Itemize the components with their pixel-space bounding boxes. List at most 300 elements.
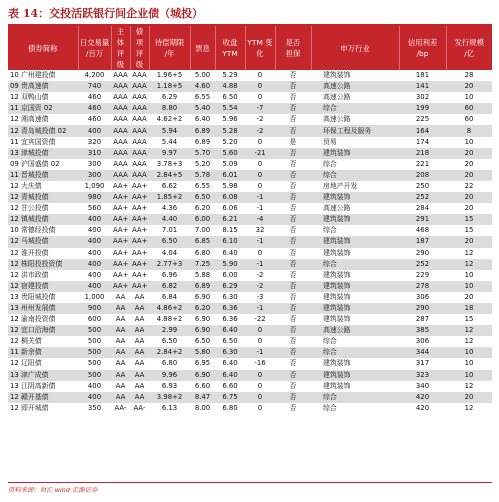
cell-coupon: 5.40 bbox=[190, 103, 215, 114]
cell-guarantee: 否 bbox=[275, 303, 311, 314]
cell-guarantee: 否 bbox=[275, 81, 311, 92]
cell-remaining-term: 4.86+2 bbox=[149, 303, 190, 314]
cell-credit-spread: 317 bbox=[399, 358, 446, 369]
cell-ytm-change: -7 bbox=[245, 103, 275, 114]
cell-ytm-change: -1 bbox=[245, 303, 275, 314]
cell-closing-ytm: 6.75 bbox=[215, 392, 245, 403]
cell-ytm-change: -1 bbox=[245, 203, 275, 214]
table-row bbox=[8, 81, 492, 92]
cell-bond-rating: AAA bbox=[130, 92, 149, 103]
cell-closing-ytm: 6.40 bbox=[215, 325, 245, 336]
cell-bond-rating: AAA bbox=[130, 125, 149, 136]
cell-ytm-change: -1 bbox=[245, 259, 275, 270]
cell-issuer-rating: AA+ bbox=[111, 192, 130, 203]
cell-closing-ytm: 6.10 bbox=[215, 236, 245, 247]
cell-coupon: 6.85 bbox=[190, 236, 215, 247]
cell-daily-volume: 400 bbox=[78, 225, 111, 236]
cell-coupon: 5.88 bbox=[190, 270, 215, 281]
cell-guarantee: 否 bbox=[275, 381, 311, 392]
cell-issuer-rating: AA+ bbox=[111, 225, 130, 236]
table-row bbox=[8, 92, 492, 103]
column-header: 债券简称 bbox=[8, 26, 78, 70]
cell-coupon: 6.55 bbox=[190, 181, 215, 192]
cell-ytm-change: 0 bbox=[245, 392, 275, 403]
cell-guarantee: 否 bbox=[275, 114, 311, 125]
cell-bond-name: 13 江阴高新债 bbox=[8, 381, 78, 392]
column-header: 是否 担保 bbox=[275, 26, 311, 70]
cell-bond-name: 12 洪市政债 bbox=[8, 270, 78, 281]
table-row bbox=[8, 336, 492, 347]
cell-closing-ytm: 6.60 bbox=[215, 381, 245, 392]
cell-ytm-change: 0 bbox=[245, 81, 275, 92]
cell-issue-size: 20 bbox=[446, 81, 492, 92]
cell-bond-rating: AAA bbox=[130, 170, 149, 181]
cell-bond-rating: AAA bbox=[130, 148, 149, 159]
column-header: 申万行业 bbox=[311, 26, 399, 70]
cell-guarantee: 否 bbox=[275, 347, 311, 358]
cell-credit-spread: 468 bbox=[399, 225, 446, 236]
cell-guarantee: 否 bbox=[275, 236, 311, 247]
cell-issuer-rating: AA+ bbox=[111, 259, 130, 270]
cell-coupon: 6.55 bbox=[190, 92, 215, 103]
cell-daily-volume: 500 bbox=[78, 358, 111, 369]
cell-daily-volume: 500 bbox=[78, 336, 111, 347]
cell-bond-name: 11 宜宾国资债 bbox=[8, 137, 78, 148]
cell-remaining-term: 6.62 bbox=[149, 181, 190, 192]
cell-daily-volume: 500 bbox=[78, 325, 111, 336]
table-row bbox=[8, 159, 492, 170]
cell-ytm-change: 32 bbox=[245, 225, 275, 236]
cell-guarantee: 否 bbox=[275, 325, 311, 336]
cell-bond-rating: AAA bbox=[130, 137, 149, 148]
cell-closing-ytm: 4.88 bbox=[215, 81, 245, 92]
cell-guarantee: 否 bbox=[275, 292, 311, 303]
cell-remaining-term: 5.44 bbox=[149, 137, 190, 148]
cell-issue-size: 10 bbox=[446, 92, 492, 103]
cell-bond-name: 12 青城投债 bbox=[8, 192, 78, 203]
cell-coupon: 6.20 bbox=[190, 203, 215, 214]
cell-daily-volume: 600 bbox=[78, 314, 111, 325]
cell-bond-rating: AA bbox=[130, 292, 149, 303]
cell-bond-name: 12 株阳投投资债 bbox=[8, 259, 78, 270]
cell-ytm-change: 0 bbox=[245, 92, 275, 103]
cell-bond-rating: AA+ bbox=[130, 192, 149, 203]
cell-credit-spread: 340 bbox=[399, 381, 446, 392]
cell-bond-name: 13 州州发展债 bbox=[8, 303, 78, 314]
cell-ytm-change: -22 bbox=[245, 314, 275, 325]
cell-ytm-change: 0 bbox=[245, 325, 275, 336]
cell-issue-size: 10 bbox=[446, 281, 492, 292]
cell-industry: 建筑装饰 bbox=[311, 148, 399, 159]
cell-issue-size: 12 bbox=[446, 325, 492, 336]
cell-guarantee: 否 bbox=[275, 281, 311, 292]
cell-bond-rating: AA bbox=[130, 358, 149, 369]
cell-ytm-change: -2 bbox=[245, 125, 275, 136]
cell-remaining-term: 9.97 bbox=[149, 148, 190, 159]
cell-ytm-change: 0 bbox=[245, 70, 275, 81]
table-header-row bbox=[8, 26, 492, 70]
cell-credit-spread: 290 bbox=[399, 303, 446, 314]
cell-remaining-term: 6.84 bbox=[149, 292, 190, 303]
cell-bond-name: 12 青岛城投债 02 bbox=[8, 125, 78, 136]
cell-credit-spread: 284 bbox=[399, 203, 446, 214]
table-row bbox=[8, 259, 492, 270]
cell-issuer-rating: AAA bbox=[111, 92, 130, 103]
cell-industry: 高速公路 bbox=[311, 325, 399, 336]
cell-industry: 综合 bbox=[311, 159, 399, 170]
cell-guarantee: 否 bbox=[275, 103, 311, 114]
cell-credit-spread: 208 bbox=[399, 170, 446, 181]
table-row bbox=[8, 137, 492, 148]
cell-issue-size: 60 bbox=[446, 114, 492, 125]
source-note: 资料来源：财汇 wind 宏源证券 bbox=[8, 486, 98, 494]
cell-closing-ytm: 6.00 bbox=[215, 270, 245, 281]
cell-guarantee: 否 bbox=[275, 159, 311, 170]
cell-industry: 环保工程及服务 bbox=[311, 125, 399, 136]
cell-closing-ytm: 6.21 bbox=[215, 214, 245, 225]
cell-guarantee: 否 bbox=[275, 336, 311, 347]
cell-ytm-change: -1 bbox=[245, 192, 275, 203]
cell-industry: 贸易 bbox=[311, 137, 399, 148]
cell-bond-rating: AA bbox=[130, 392, 149, 403]
cell-remaining-term: 6.82 bbox=[149, 281, 190, 292]
cell-bond-rating: AA+ bbox=[130, 214, 149, 225]
cell-industry: 建筑装饰 bbox=[311, 70, 399, 81]
cell-guarantee: 是 bbox=[275, 137, 311, 148]
cell-daily-volume: 460 bbox=[78, 92, 111, 103]
cell-bond-rating: AA+ bbox=[130, 259, 149, 270]
cell-closing-ytm: 6.40 bbox=[215, 358, 245, 369]
cell-daily-volume: 400 bbox=[78, 214, 111, 225]
cell-closing-ytm: 5.28 bbox=[215, 125, 245, 136]
cell-daily-volume: 460 bbox=[78, 114, 111, 125]
column-header: YTM 变 化 bbox=[245, 26, 275, 70]
cell-bond-name: 12 宿建投债 bbox=[8, 281, 78, 292]
cell-remaining-term: 5.94 bbox=[149, 125, 190, 136]
cell-credit-spread: 229 bbox=[399, 270, 446, 281]
cell-industry: 建筑装饰 bbox=[311, 314, 399, 325]
cell-issuer-rating: AA- bbox=[111, 403, 130, 414]
cell-coupon: 6.00 bbox=[190, 214, 215, 225]
cell-remaining-term: 6.13 bbox=[149, 403, 190, 414]
cell-bond-name: 10 常德经投债 bbox=[8, 225, 78, 236]
cell-coupon: 6.90 bbox=[190, 325, 215, 336]
cell-ytm-change: 0 bbox=[245, 381, 275, 392]
cell-industry: 高速公路 bbox=[311, 81, 399, 92]
cell-issuer-rating: AA+ bbox=[111, 214, 130, 225]
cell-issue-size: 12 bbox=[446, 381, 492, 392]
cell-coupon: 6.50 bbox=[190, 336, 215, 347]
cell-bond-rating: AA bbox=[130, 303, 149, 314]
cell-ytm-change: 0 bbox=[245, 137, 275, 148]
table-row bbox=[8, 403, 492, 414]
cell-daily-volume: 320 bbox=[78, 137, 111, 148]
cell-issuer-rating: AA bbox=[111, 303, 130, 314]
cell-daily-volume: 1,090 bbox=[78, 181, 111, 192]
cell-guarantee: 否 bbox=[275, 92, 311, 103]
cell-issuer-rating: AA bbox=[111, 392, 130, 403]
cell-closing-ytm: 6.50 bbox=[215, 92, 245, 103]
cell-guarantee: 否 bbox=[275, 170, 311, 181]
cell-issue-size: 15 bbox=[446, 225, 492, 236]
cell-closing-ytm: 6.01 bbox=[215, 170, 245, 181]
cell-ytm-change: -1 bbox=[245, 236, 275, 247]
cell-daily-volume: 400 bbox=[78, 392, 111, 403]
cell-credit-spread: 278 bbox=[399, 281, 446, 292]
cell-issue-size: 22 bbox=[446, 181, 492, 192]
table-row bbox=[8, 325, 492, 336]
cell-daily-volume: 980 bbox=[78, 192, 111, 203]
table-row bbox=[8, 381, 492, 392]
cell-guarantee: 否 bbox=[275, 125, 311, 136]
table-row bbox=[8, 114, 492, 125]
cell-ytm-change: -4 bbox=[245, 214, 275, 225]
cell-issue-size: 12 bbox=[446, 248, 492, 259]
cell-credit-spread: 420 bbox=[399, 392, 446, 403]
cell-remaining-term: 1.96+5 bbox=[149, 70, 190, 81]
cell-industry: 建筑装饰 bbox=[311, 214, 399, 225]
cell-daily-volume: 300 bbox=[78, 170, 111, 181]
cell-issue-size: 20 bbox=[446, 203, 492, 214]
cell-credit-spread: 344 bbox=[399, 347, 446, 358]
cell-remaining-term: 4.36 bbox=[149, 203, 190, 214]
cell-issue-size: 20 bbox=[446, 159, 492, 170]
table-row bbox=[8, 292, 492, 303]
cell-industry: 综合 bbox=[311, 392, 399, 403]
cell-guarantee: 否 bbox=[275, 403, 311, 414]
cell-remaining-term: 7.01 bbox=[149, 225, 190, 236]
cell-remaining-term: 2.84+2 bbox=[149, 347, 190, 358]
cell-guarantee: 否 bbox=[275, 214, 311, 225]
table-row bbox=[8, 70, 492, 81]
table-row bbox=[8, 225, 492, 236]
table-row bbox=[8, 192, 492, 203]
cell-credit-spread: 306 bbox=[399, 336, 446, 347]
cell-closing-ytm: 5.29 bbox=[215, 70, 245, 81]
cell-issue-size: 20 bbox=[446, 392, 492, 403]
cell-bond-name: 11 京国资 02 bbox=[8, 103, 78, 114]
cell-bond-rating: AA bbox=[130, 325, 149, 336]
cell-issuer-rating: AA bbox=[111, 325, 130, 336]
cell-remaining-term: 4.40 bbox=[149, 214, 190, 225]
cell-coupon: 6.20 bbox=[190, 303, 215, 314]
cell-credit-spread: 323 bbox=[399, 370, 446, 381]
table-row bbox=[8, 392, 492, 403]
cell-guarantee: 否 bbox=[275, 358, 311, 369]
table-row bbox=[8, 314, 492, 325]
cell-closing-ytm: 5.96 bbox=[215, 114, 245, 125]
cell-ytm-change: 0 bbox=[245, 370, 275, 381]
column-header: 日交易量 /百万 bbox=[78, 26, 111, 70]
cell-ytm-change: 0 bbox=[245, 403, 275, 414]
cell-coupon: 5.20 bbox=[190, 159, 215, 170]
cell-ytm-change: -2 bbox=[245, 281, 275, 292]
cell-remaining-term: 6.50 bbox=[149, 336, 190, 347]
cell-remaining-term: 8.80 bbox=[149, 103, 190, 114]
cell-industry: 高速公路 bbox=[311, 203, 399, 214]
cell-coupon: 6.90 bbox=[190, 314, 215, 325]
cell-closing-ytm: 6.36 bbox=[215, 314, 245, 325]
cell-industry: 建筑装饰 bbox=[311, 370, 399, 381]
cell-daily-volume: 500 bbox=[78, 370, 111, 381]
cell-coupon: 6.89 bbox=[190, 281, 215, 292]
cell-remaining-term: 6.96 bbox=[149, 270, 190, 281]
cell-issue-size: 10 bbox=[446, 137, 492, 148]
cell-issuer-rating: AAA bbox=[111, 159, 130, 170]
cell-issue-size: 20 bbox=[446, 236, 492, 247]
cell-industry: 建筑装饰 bbox=[311, 192, 399, 203]
cell-coupon: 6.95 bbox=[190, 358, 215, 369]
table-row bbox=[8, 125, 492, 136]
cell-ytm-change: -2 bbox=[245, 270, 275, 281]
column-header: 收盘 YTM bbox=[215, 26, 245, 70]
cell-issue-size: 20 bbox=[446, 192, 492, 203]
cell-bond-name: 11 晋城投债 bbox=[8, 170, 78, 181]
cell-issuer-rating: AA+ bbox=[111, 270, 130, 281]
cell-closing-ytm: 8.15 bbox=[215, 225, 245, 236]
cell-issuer-rating: AA+ bbox=[111, 236, 130, 247]
cell-credit-spread: 252 bbox=[399, 192, 446, 203]
cell-bond-name: 13 津城投债 bbox=[8, 148, 78, 159]
cell-issuer-rating: AA bbox=[111, 358, 130, 369]
cell-ytm-change: 0 bbox=[245, 159, 275, 170]
cell-credit-spread: 420 bbox=[399, 403, 446, 414]
cell-industry: 建筑装饰 bbox=[311, 358, 399, 369]
cell-closing-ytm: 5.98 bbox=[215, 181, 245, 192]
cell-issue-size: 15 bbox=[446, 314, 492, 325]
cell-closing-ytm: 6.06 bbox=[215, 203, 245, 214]
cell-closing-ytm: 6.40 bbox=[215, 370, 245, 381]
cell-issue-size: 12 bbox=[446, 259, 492, 270]
cell-coupon: 6.90 bbox=[190, 292, 215, 303]
table-row bbox=[8, 181, 492, 192]
cell-daily-volume: 460 bbox=[78, 103, 111, 114]
cell-issuer-rating: AA bbox=[111, 292, 130, 303]
cell-industry: 综合 bbox=[311, 336, 399, 347]
cell-closing-ytm: 6.80 bbox=[215, 403, 245, 414]
cell-daily-volume: 400 bbox=[78, 259, 111, 270]
cell-issue-size: 10 bbox=[446, 347, 492, 358]
cell-issuer-rating: AA+ bbox=[111, 203, 130, 214]
cell-issue-size: 20 bbox=[446, 170, 492, 181]
cell-industry: 建筑装饰 bbox=[311, 292, 399, 303]
cell-guarantee: 否 bbox=[275, 270, 311, 281]
cell-bond-rating: AA bbox=[130, 336, 149, 347]
cell-bond-rating: AA- bbox=[130, 403, 149, 414]
cell-credit-spread: 291 bbox=[399, 214, 446, 225]
cell-issuer-rating: AA+ bbox=[111, 248, 130, 259]
cell-remaining-term: 1.85+2 bbox=[149, 192, 190, 203]
cell-bond-rating: AA+ bbox=[130, 281, 149, 292]
cell-credit-spread: 141 bbox=[399, 81, 446, 92]
cell-issuer-rating: AA bbox=[111, 347, 130, 358]
cell-industry: 建筑装饰 bbox=[311, 281, 399, 292]
cell-closing-ytm: 6.30 bbox=[215, 292, 245, 303]
cell-remaining-term: 4.62+2 bbox=[149, 114, 190, 125]
table-row bbox=[8, 203, 492, 214]
bond-table bbox=[8, 26, 492, 414]
table-row bbox=[8, 370, 492, 381]
cell-bond-name: 09 贵高速债 bbox=[8, 81, 78, 92]
cell-industry: 房地产开发 bbox=[311, 181, 399, 192]
cell-ytm-change: 0 bbox=[245, 248, 275, 259]
cell-credit-spread: 385 bbox=[399, 325, 446, 336]
cell-credit-spread: 187 bbox=[399, 236, 446, 247]
cell-daily-volume: 400 bbox=[78, 248, 111, 259]
cell-daily-volume: 400 bbox=[78, 236, 111, 247]
cell-guarantee: 否 bbox=[275, 181, 311, 192]
cell-daily-volume: 500 bbox=[78, 347, 111, 358]
cell-daily-volume: 400 bbox=[78, 281, 111, 292]
column-header: 待偿期限 /年 bbox=[149, 26, 190, 70]
cell-issue-size: 10 bbox=[446, 370, 492, 381]
cell-industry: 建筑装饰 bbox=[311, 270, 399, 281]
cell-industry: 建筑装饰 bbox=[311, 381, 399, 392]
cell-bond-rating: AA+ bbox=[130, 236, 149, 247]
cell-ytm-change: 0 bbox=[245, 181, 275, 192]
cell-ytm-change: 0 bbox=[245, 170, 275, 181]
cell-bond-name: 12 辽阳债 bbox=[8, 358, 78, 369]
cell-industry: 建筑装饰 bbox=[311, 248, 399, 259]
cell-ytm-change: 0 bbox=[245, 336, 275, 347]
table-row bbox=[8, 248, 492, 259]
cell-industry: 建筑装饰 bbox=[311, 236, 399, 247]
cell-bond-name: 10 广州建投债 bbox=[8, 70, 78, 81]
cell-bond-name: 12 湘高速债 bbox=[8, 114, 78, 125]
cell-remaining-term: 3.98+2 bbox=[149, 392, 190, 403]
cell-bond-name: 13 贵阳城投债 bbox=[8, 292, 78, 303]
cell-coupon: 6.89 bbox=[190, 125, 215, 136]
cell-coupon: 5.00 bbox=[190, 70, 215, 81]
cell-guarantee: 否 bbox=[275, 370, 311, 381]
cell-credit-spread: 181 bbox=[399, 70, 446, 81]
cell-guarantee: 否 bbox=[275, 248, 311, 259]
cell-bond-name: 12 渝南投资债 bbox=[8, 314, 78, 325]
column-header: 发行规模 /亿 bbox=[446, 26, 492, 70]
cell-issue-size: 60 bbox=[446, 103, 492, 114]
cell-guarantee: 否 bbox=[275, 225, 311, 236]
cell-coupon: 6.40 bbox=[190, 114, 215, 125]
cell-issuer-rating: AAA bbox=[111, 125, 130, 136]
cell-issue-size: 18 bbox=[446, 303, 492, 314]
cell-coupon: 7.25 bbox=[190, 259, 215, 270]
cell-ytm-change: -2 bbox=[245, 114, 275, 125]
cell-industry: 综合 bbox=[311, 170, 399, 181]
cell-closing-ytm: 5.60 bbox=[215, 148, 245, 159]
cell-issuer-rating: AA+ bbox=[111, 281, 130, 292]
cell-closing-ytm: 6.40 bbox=[215, 248, 245, 259]
cell-industry: 高速公路 bbox=[311, 92, 399, 103]
cell-issuer-rating: AAA bbox=[111, 103, 130, 114]
cell-credit-spread: 250 bbox=[399, 181, 446, 192]
cell-industry: 高速公路 bbox=[311, 114, 399, 125]
cell-bond-rating: AA bbox=[130, 314, 149, 325]
cell-issuer-rating: AAA bbox=[111, 70, 130, 81]
cell-issuer-rating: AAA bbox=[111, 114, 130, 125]
cell-issuer-rating: AAA bbox=[111, 170, 130, 181]
cell-coupon: 6.50 bbox=[190, 192, 215, 203]
cell-issue-size: 10 bbox=[446, 270, 492, 281]
cell-remaining-term: 3.78+3 bbox=[149, 159, 190, 170]
cell-bond-name: 13 津广成债 bbox=[8, 370, 78, 381]
table-row bbox=[8, 148, 492, 159]
cell-coupon: 6.60 bbox=[190, 381, 215, 392]
cell-credit-spread: 221 bbox=[399, 159, 446, 170]
cell-issue-size: 20 bbox=[446, 148, 492, 159]
cell-coupon: 8.47 bbox=[190, 392, 215, 403]
cell-credit-spread: 252 bbox=[399, 259, 446, 270]
cell-bond-name: 12 镇城投债 bbox=[8, 214, 78, 225]
